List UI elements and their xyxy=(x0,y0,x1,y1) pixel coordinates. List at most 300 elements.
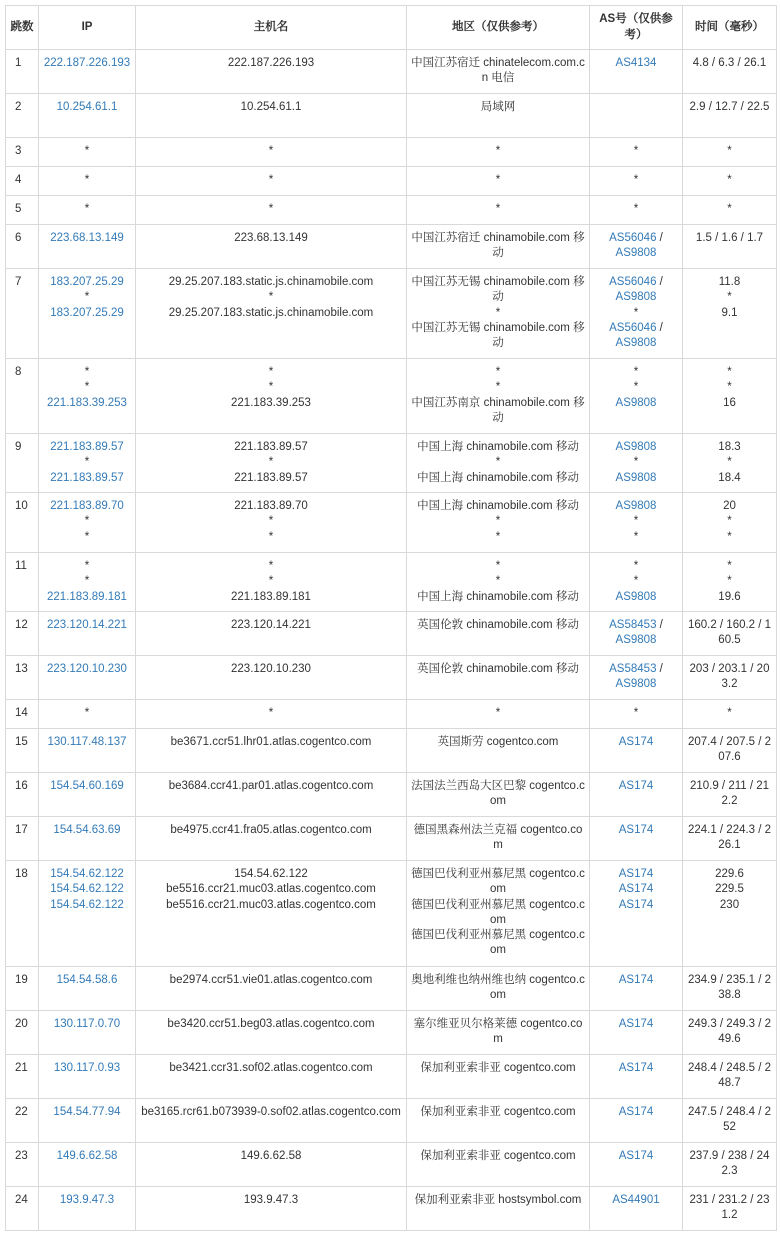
table-row xyxy=(6,773,777,817)
as-link[interactable]: AS9808 xyxy=(615,590,657,603)
hop-cell: 7 xyxy=(6,269,39,359)
table-row xyxy=(6,167,777,196)
host-name: * xyxy=(268,366,274,378)
as-timeout: * xyxy=(633,306,639,319)
region-text: 保加利亚索非亚 cogentco.com xyxy=(420,1150,576,1162)
host-cell xyxy=(136,138,407,167)
ip-timeout: * xyxy=(84,456,90,469)
as-line xyxy=(594,898,678,913)
host-cell xyxy=(136,861,407,967)
time-value: 1.5 / 1.6 / 1.7 xyxy=(695,232,764,244)
ip-link[interactable]: 10.254.61.1 xyxy=(56,101,118,113)
region-cell xyxy=(407,94,590,138)
time-cell xyxy=(683,94,777,138)
header-time: 时间（毫秒） xyxy=(683,6,777,50)
host-name: * xyxy=(268,575,274,588)
region-text: * xyxy=(495,456,501,469)
as-link[interactable]: AS174 xyxy=(618,736,654,748)
as-cell xyxy=(590,1143,683,1187)
table-row xyxy=(6,612,777,656)
region-cell xyxy=(407,50,590,94)
table-row xyxy=(6,1143,777,1187)
as-link[interactable]: AS9808 xyxy=(615,441,657,453)
time-value: 11.8 xyxy=(718,276,741,288)
ip-cell xyxy=(39,434,136,493)
ip-timeout: * xyxy=(84,707,90,719)
region-text: 中国江苏无锡 chinamobile.com 移动 xyxy=(411,321,585,350)
time-value: 229.5 xyxy=(715,883,744,896)
as-line xyxy=(594,336,678,351)
as-cell xyxy=(590,269,683,359)
time-value: 224.1 / 224.3 / 226.1 xyxy=(687,824,772,852)
table-row xyxy=(6,493,777,553)
table-row xyxy=(6,656,777,700)
time-cell xyxy=(683,861,777,967)
region-text: * xyxy=(495,366,501,378)
ip-cell xyxy=(39,359,136,434)
ip-link[interactable]: 193.9.47.3 xyxy=(59,1194,115,1206)
as-link[interactable]: AS56046 xyxy=(609,321,657,334)
ip-cell xyxy=(39,1187,136,1231)
as-line xyxy=(594,735,678,750)
as-link[interactable]: AS9808 xyxy=(615,291,657,304)
hop-cell: 20 xyxy=(6,1011,39,1055)
host-cell xyxy=(136,94,407,138)
time-cell xyxy=(683,612,777,656)
ip-cell xyxy=(39,94,136,138)
region-text: 保加利亚索非亚 cogentco.com xyxy=(420,1106,576,1118)
ip-link[interactable]: 221.183.39.253 xyxy=(47,396,127,409)
time-value: * xyxy=(727,707,732,719)
host-name: 221.183.89.57 xyxy=(234,441,308,453)
table-row xyxy=(6,196,777,225)
as-link[interactable]: AS9808 xyxy=(615,500,657,512)
time-cell xyxy=(683,1099,777,1143)
hop-cell: 6 xyxy=(6,225,39,269)
time-value: 18.4 xyxy=(718,471,741,484)
ip-timeout: * xyxy=(84,381,90,394)
hop-cell: 11 xyxy=(6,553,39,612)
as-separator: / xyxy=(656,619,663,631)
region-text: 德国巴伐利亚州慕尼黑 cogentco.com xyxy=(411,898,585,926)
as-line xyxy=(594,173,678,188)
time-value: 249.3 / 249.3 / 249.6 xyxy=(687,1018,772,1046)
as-cell xyxy=(590,967,683,1011)
as-line xyxy=(594,973,678,988)
time-cell xyxy=(683,773,777,817)
host-cell xyxy=(136,773,407,817)
as-cell xyxy=(590,773,683,817)
hop-cell: 21 xyxy=(6,1055,39,1099)
region-text: * xyxy=(495,530,501,543)
host-name: 222.187.226.193 xyxy=(227,57,315,69)
as-cell xyxy=(590,1187,683,1231)
as-link[interactable]: AS174 xyxy=(618,1150,654,1162)
table-row xyxy=(6,729,777,773)
ip-link[interactable]: 221.183.89.57 xyxy=(50,441,124,453)
as-link[interactable]: AS174 xyxy=(618,780,654,792)
as-link[interactable]: AS9808 xyxy=(615,678,657,691)
as-link[interactable]: AS9808 xyxy=(615,247,657,260)
ip-link[interactable]: 154.54.77.94 xyxy=(53,1106,121,1118)
hop-cell: 4 xyxy=(6,167,39,196)
time-cell xyxy=(683,225,777,269)
time-value: * xyxy=(727,145,732,157)
ip-link[interactable]: 221.183.89.57 xyxy=(50,471,124,484)
host-name: 29.25.207.183.static.js.chinamobile.com xyxy=(168,306,374,319)
time-value: * xyxy=(727,366,732,378)
time-cell xyxy=(683,50,777,94)
as-line xyxy=(594,530,678,545)
as-link[interactable]: AS174 xyxy=(618,974,654,986)
region-cell xyxy=(407,225,590,269)
as-link[interactable]: AS174 xyxy=(618,868,654,880)
region-cell xyxy=(407,1011,590,1055)
ip-cell xyxy=(39,553,136,612)
time-value: 19.6 xyxy=(718,590,741,603)
time-cell xyxy=(683,167,777,196)
as-line xyxy=(594,306,678,321)
host-name: * xyxy=(268,145,274,157)
table-row xyxy=(6,269,777,359)
as-cell xyxy=(590,225,683,269)
region-cell xyxy=(407,861,590,967)
ip-cell xyxy=(39,656,136,700)
host-cell xyxy=(136,729,407,773)
host-cell xyxy=(136,967,407,1011)
region-cell xyxy=(407,1055,590,1099)
hop-cell: 22 xyxy=(6,1099,39,1143)
as-timeout: * xyxy=(633,456,639,469)
as-cell xyxy=(590,700,683,729)
region-text: * xyxy=(495,306,501,319)
time-value: 230 xyxy=(719,898,740,911)
ip-link[interactable]: 154.54.62.122 xyxy=(50,868,124,880)
time-value: 20 xyxy=(723,500,736,512)
ip-cell xyxy=(39,225,136,269)
hop-cell: 9 xyxy=(6,434,39,493)
host-name: be2974.ccr51.vie01.atlas.cogentco.com xyxy=(169,974,373,986)
as-line xyxy=(594,706,678,721)
host-name: 221.183.89.181 xyxy=(231,590,311,603)
ip-link[interactable]: 223.120.14.221 xyxy=(47,619,127,631)
as-separator: / xyxy=(656,321,663,334)
as-line xyxy=(594,144,678,159)
as-line xyxy=(594,440,678,455)
as-timeout: * xyxy=(633,560,639,572)
as-timeout: * xyxy=(633,381,639,394)
as-separator: / xyxy=(656,663,663,675)
host-name: * xyxy=(268,174,274,186)
region-text: 局域网 xyxy=(480,101,516,113)
region-cell xyxy=(407,1143,590,1187)
ip-link[interactable]: 154.54.60.169 xyxy=(50,780,124,792)
hop-cell: 10 xyxy=(6,493,39,553)
hop-cell: 17 xyxy=(6,817,39,861)
host-cell xyxy=(136,612,407,656)
host-cell xyxy=(136,700,407,729)
ip-link[interactable]: 130.117.0.70 xyxy=(53,1018,121,1030)
as-line xyxy=(594,1149,678,1164)
time-cell xyxy=(683,434,777,493)
region-text: 塞尔维亚贝尔格莱德 cogentco.com xyxy=(413,1018,583,1046)
as-link[interactable]: AS58453 xyxy=(609,663,657,675)
as-timeout: * xyxy=(633,366,639,378)
region-text: 英国伦敦 chinamobile.com 移动 xyxy=(417,663,579,675)
as-link[interactable]: AS9808 xyxy=(615,634,657,647)
as-line xyxy=(594,559,678,574)
region-text: 中国上海 chinamobile.com 移动 xyxy=(417,441,579,453)
ip-cell xyxy=(39,773,136,817)
hop-cell: 5 xyxy=(6,196,39,225)
as-line xyxy=(594,202,678,217)
host-name: 149.6.62.58 xyxy=(240,1150,302,1162)
as-line xyxy=(594,882,678,897)
ip-link[interactable]: 154.54.62.122 xyxy=(50,883,124,896)
hop-cell: 3 xyxy=(6,138,39,167)
as-line xyxy=(594,499,678,514)
ip-link[interactable]: 223.68.13.149 xyxy=(50,232,124,244)
time-cell xyxy=(683,493,777,553)
ip-link[interactable]: 154.54.63.69 xyxy=(53,824,121,836)
as-link[interactable]: AS174 xyxy=(618,898,654,911)
as-timeout: * xyxy=(633,530,639,543)
time-cell xyxy=(683,196,777,225)
as-link[interactable]: AS9808 xyxy=(615,337,657,350)
hop-cell: 24 xyxy=(6,1187,39,1231)
region-cell xyxy=(407,729,590,773)
ip-cell xyxy=(39,50,136,94)
ip-cell xyxy=(39,138,136,167)
as-cell xyxy=(590,50,683,94)
host-name: * xyxy=(268,456,274,469)
header-ip: IP xyxy=(39,6,136,50)
region-text: * xyxy=(495,575,501,588)
table-row xyxy=(6,1055,777,1099)
region-cell xyxy=(407,700,590,729)
ip-timeout: * xyxy=(84,291,90,304)
host-name: 154.54.62.122 xyxy=(234,868,308,880)
time-cell xyxy=(683,700,777,729)
ip-cell xyxy=(39,493,136,553)
hop-cell: 13 xyxy=(6,656,39,700)
hop-cell: 12 xyxy=(6,612,39,656)
time-value: 18.3 xyxy=(718,441,741,453)
time-cell xyxy=(683,656,777,700)
as-timeout: * xyxy=(633,174,639,186)
region-cell xyxy=(407,553,590,612)
host-name: 223.120.14.221 xyxy=(231,619,311,631)
as-link[interactable]: AS4134 xyxy=(615,57,657,69)
as-line xyxy=(594,471,678,486)
host-name: 221.183.89.70 xyxy=(234,500,308,512)
time-cell xyxy=(683,359,777,434)
ip-link[interactable]: 149.6.62.58 xyxy=(56,1150,118,1162)
as-line xyxy=(594,677,678,692)
as-line xyxy=(594,779,678,794)
table-row xyxy=(6,1187,777,1231)
host-name: be3421.ccr31.sof02.atlas.cogentco.com xyxy=(169,1062,373,1074)
as-timeout: * xyxy=(633,203,639,215)
ip-timeout: * xyxy=(84,530,90,543)
region-text: 中国上海 chinamobile.com 移动 xyxy=(417,590,579,603)
hop-cell: 1 xyxy=(6,50,39,94)
ip-timeout: * xyxy=(84,203,90,215)
as-line xyxy=(594,290,678,305)
ip-cell xyxy=(39,1055,136,1099)
time-value: 234.9 / 235.1 / 238.8 xyxy=(687,974,772,1002)
table-row xyxy=(6,50,777,94)
as-line xyxy=(594,590,678,605)
as-cell xyxy=(590,167,683,196)
as-timeout: * xyxy=(633,575,639,588)
ip-link[interactable]: 223.120.10.230 xyxy=(47,663,127,675)
host-name: * xyxy=(268,203,274,215)
as-line xyxy=(594,1105,678,1120)
host-name: 193.9.47.3 xyxy=(243,1194,299,1206)
time-value: * xyxy=(727,381,732,394)
time-value: 203 / 203.1 / 203.2 xyxy=(689,663,770,691)
ip-link[interactable]: 183.207.25.29 xyxy=(50,276,124,288)
ip-cell xyxy=(39,729,136,773)
ip-link[interactable]: 221.183.89.70 xyxy=(50,500,124,512)
time-cell xyxy=(683,817,777,861)
hop-cell: 2 xyxy=(6,94,39,138)
ip-link[interactable]: 221.183.89.181 xyxy=(47,590,127,603)
region-text: * xyxy=(495,707,501,719)
host-name: be3684.ccr41.par01.atlas.cogentco.com xyxy=(168,780,374,792)
ip-cell xyxy=(39,269,136,359)
as-line xyxy=(594,231,678,246)
region-text: 中国上海 chinamobile.com 移动 xyxy=(417,471,579,484)
host-name: be5516.ccr21.muc03.atlas.cogentco.com xyxy=(166,898,376,911)
time-value: 2.9 / 12.7 / 22.5 xyxy=(689,101,770,113)
table-row xyxy=(6,1099,777,1143)
as-line xyxy=(594,823,678,838)
as-timeout: * xyxy=(633,707,639,719)
region-text: 中国江苏宿迁 chinamobile.com 移动 xyxy=(411,232,585,260)
host-name: * xyxy=(268,515,274,528)
host-name: be5516.ccr21.muc03.atlas.cogentco.com xyxy=(166,883,376,896)
ip-cell xyxy=(39,967,136,1011)
ip-link[interactable]: 222.187.226.193 xyxy=(43,57,131,69)
region-cell xyxy=(407,817,590,861)
host-cell xyxy=(136,656,407,700)
time-value: * xyxy=(727,291,732,304)
region-cell xyxy=(407,359,590,434)
ip-timeout: * xyxy=(84,366,90,378)
table-header-row xyxy=(6,6,777,50)
table-body xyxy=(6,50,777,1231)
ip-cell xyxy=(39,861,136,967)
as-link[interactable]: AS174 xyxy=(618,1062,654,1074)
time-value: 248.4 / 248.5 / 248.7 xyxy=(687,1062,772,1090)
time-value: * xyxy=(727,174,732,186)
as-cell xyxy=(590,493,683,553)
as-link[interactable]: AS56046 xyxy=(609,232,657,244)
ip-link[interactable]: 183.207.25.29 xyxy=(50,306,124,319)
host-name: 223.68.13.149 xyxy=(234,232,308,244)
as-cell xyxy=(590,861,683,967)
as-link[interactable]: AS44901 xyxy=(612,1194,660,1206)
host-cell xyxy=(136,1055,407,1099)
as-link[interactable]: AS9808 xyxy=(615,471,657,484)
hop-cell: 16 xyxy=(6,773,39,817)
as-cell xyxy=(590,817,683,861)
as-link[interactable]: AS174 xyxy=(618,1106,654,1118)
as-link[interactable]: AS174 xyxy=(618,824,654,836)
host-cell xyxy=(136,269,407,359)
region-text: * xyxy=(495,381,501,394)
as-cell xyxy=(590,196,683,225)
as-cell xyxy=(590,434,683,493)
header-hop: 跳数 xyxy=(6,6,39,50)
time-cell xyxy=(683,1011,777,1055)
as-line xyxy=(594,455,678,470)
as-link[interactable]: AS174 xyxy=(618,1018,654,1030)
time-value: * xyxy=(727,575,732,588)
as-timeout: * xyxy=(633,515,639,528)
ip-cell xyxy=(39,700,136,729)
as-cell xyxy=(590,612,683,656)
time-value: 207.4 / 207.5 / 207.6 xyxy=(687,736,772,764)
as-cell xyxy=(590,729,683,773)
host-name: 29.25.207.183.static.js.chinamobile.com xyxy=(168,276,374,288)
ip-timeout: * xyxy=(84,560,90,572)
region-cell xyxy=(407,967,590,1011)
as-line xyxy=(594,662,678,677)
region-cell xyxy=(407,138,590,167)
as-link[interactable]: AS58453 xyxy=(609,619,657,631)
as-link[interactable]: AS9808 xyxy=(615,396,657,409)
time-value: 229.6 xyxy=(715,868,744,880)
table-row xyxy=(6,700,777,729)
time-cell xyxy=(683,269,777,359)
region-cell xyxy=(407,493,590,553)
table-row xyxy=(6,861,777,967)
ip-link[interactable]: 130.117.48.137 xyxy=(47,736,127,748)
region-text: * xyxy=(495,174,501,186)
host-cell xyxy=(136,493,407,553)
time-value: 4.8 / 6.3 / 26.1 xyxy=(692,57,767,69)
host-name: be3420.ccr51.beg03.atlas.cogentco.com xyxy=(167,1018,375,1030)
as-line xyxy=(594,246,678,261)
region-text: 英国伦敦 chinamobile.com 移动 xyxy=(417,619,579,631)
ip-link[interactable]: 154.54.62.122 xyxy=(50,898,124,911)
hop-cell: 15 xyxy=(6,729,39,773)
ip-timeout: * xyxy=(84,174,90,186)
region-text: * xyxy=(495,145,501,157)
time-value: 9.1 xyxy=(721,306,738,319)
table-row xyxy=(6,225,777,269)
host-name: * xyxy=(268,381,274,394)
time-value: * xyxy=(727,203,732,215)
host-name: be3165.rcr61.b073939-0.sof02.atlas.cogentco.com xyxy=(141,1106,401,1118)
time-cell xyxy=(683,967,777,1011)
ip-link[interactable]: 130.117.0.93 xyxy=(53,1062,121,1074)
as-cell xyxy=(590,1099,683,1143)
as-line xyxy=(594,365,678,380)
region-text: 中国江苏南京 chinamobile.com 移动 xyxy=(411,396,585,424)
as-link[interactable]: AS56046 xyxy=(609,276,657,288)
time-value: * xyxy=(727,530,732,543)
table-row xyxy=(6,94,777,138)
traceroute-table xyxy=(5,5,777,1231)
as-link[interactable]: AS174 xyxy=(618,883,654,896)
host-name: * xyxy=(268,560,274,572)
region-text: 英国斯劳 cogentco.com xyxy=(437,736,559,748)
ip-link[interactable]: 154.54.58.6 xyxy=(56,974,118,986)
